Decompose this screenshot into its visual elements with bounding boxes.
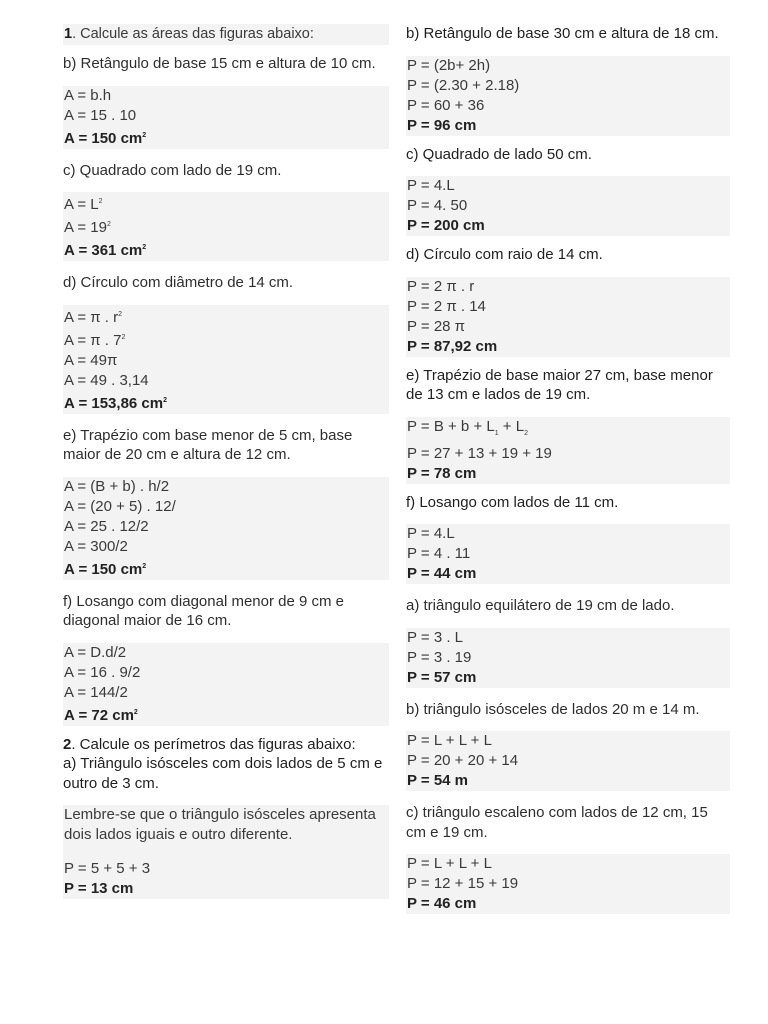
solution-line: A = π . $7^2$	[64, 331, 126, 349]
solution-line: P = 4 . 11	[407, 545, 471, 562]
solution-result: P = 57 cm	[407, 668, 477, 686]
item-1c-solution	[63, 192, 389, 261]
solution-line: P = (2b+ 2h)	[407, 56, 491, 74]
solution-line: A = 15 . 10	[64, 106, 137, 124]
item-triangle-a-statement: a) triângulo equilátero de 19 cm de lado.	[406, 597, 675, 614]
item-2d-solution	[406, 277, 730, 357]
solution-result: P = 46 cm	[407, 895, 477, 912]
question-2-heading	[63, 735, 389, 755]
item-1e-solution	[63, 477, 389, 580]
solution-line: A = D.d/2	[64, 643, 127, 661]
item-2f-statement: f) Losango com lados de 11 cm.	[406, 493, 619, 511]
item-1f-statement: f) Losango com diagonal menor de 9 cm e diagonal maior de 16 cm.	[63, 592, 344, 629]
solution-line: A = π . $r^2$	[64, 308, 123, 326]
item-2f-solution	[406, 524, 730, 584]
question-1-heading	[63, 24, 389, 45]
solution-result: A = 150 $cm^2$	[64, 560, 147, 578]
solution-line: P = 4.L	[407, 525, 455, 542]
solution-result: P = 96 cm	[407, 116, 477, 134]
item-2e-statement: e) Trapézio de base maior 27 cm, base menor de 13 cm e lados de 19 cm.	[406, 366, 713, 403]
item-2a-statement: a) Triângulo isósceles com dois lados de 5 cm e outro de 3 cm.	[63, 755, 383, 792]
item-triangle-c-solution	[406, 854, 730, 914]
solution-line: A = 49 . 3,14	[64, 371, 149, 389]
question-2-title: . Calcule os perímetros das figuras abaixo:	[71, 735, 356, 753]
solution-line: A = 25 . 12/2	[64, 517, 149, 535]
solution-line: $P = B + b + L_1 + L_2$	[407, 417, 528, 437]
solution-line: A = (20 + 5) . 12/	[64, 497, 176, 515]
solution-line: A = (B + b) . h/2	[64, 477, 170, 495]
solution-line: P = L + L + L	[407, 732, 492, 749]
item-2c-solution	[406, 176, 730, 236]
item-1f-solution	[63, 643, 389, 726]
solution-line: P = L + L + L	[407, 855, 492, 872]
solution-line: A = b.h	[64, 86, 112, 104]
item-1d-solution	[63, 305, 389, 414]
solution-line: P = 5 + 5 + 3	[64, 860, 151, 877]
item-triangle-b-solution	[406, 731, 730, 791]
item-triangle-b-statement: b) triângulo isósceles de lados 20 m e 14 m.	[406, 700, 700, 718]
solution-line: P = 3 . 19	[407, 648, 472, 666]
item-2b-solution	[406, 56, 730, 136]
solution-line: P = 4. 50	[407, 197, 468, 214]
solution-line: P = 4.L	[407, 177, 455, 194]
solution-result: A = 361 $cm^2$	[64, 242, 147, 259]
solution-result: P = 87,92 cm	[407, 337, 498, 355]
solution-line: P = 60 + 36	[407, 96, 485, 114]
solution-line: P = 2 π . 14	[407, 297, 486, 315]
solution-result: P = 44 cm	[407, 565, 477, 582]
solution-result: A = 153,86 $cm^2$	[64, 394, 168, 412]
solution-line: A = 16 . 9/2	[64, 663, 141, 681]
solution-line: P = 20 + 20 + 14	[407, 752, 519, 769]
item-2c-statement: c) Quadrado de lado 50 cm.	[406, 145, 592, 163]
solution-line: P = 2 π . r	[407, 277, 475, 295]
solution-result: A = 150 $cm^2$	[64, 129, 147, 147]
item-1d-statement: d) Círculo com diâmetro de 14 cm.	[63, 274, 294, 291]
question-1-title: . Calcule as áreas das figuras abaixo:	[72, 26, 314, 42]
item-2d-statement: d) Círculo com raio de 14 cm.	[406, 246, 603, 263]
solution-line: P = 12 + 15 + 19	[407, 875, 519, 892]
solution-line: A = 300/2	[64, 537, 128, 555]
solution-note: Lembre-se que o triângulo isósceles apresenta dois lados iguais e outro diferente.	[64, 806, 376, 843]
item-triangle-c-statement: c) triângulo escaleno com lados de 12 cm, 15 cm e 19 cm.	[406, 804, 708, 841]
item-1b-statement: b) Retângulo de base 15 cm e altura de 10 cm.	[63, 55, 376, 72]
left-column	[63, 24, 389, 899]
item-1c-statement: c) Quadrado com lado de 19 cm.	[63, 161, 282, 179]
solution-line: P = 27 + 13 + 19 + 19	[407, 444, 552, 462]
item-triangle-a-solution	[406, 628, 730, 688]
solution-result: P = 54 m	[407, 772, 469, 789]
solution-result: P = 13 cm	[64, 880, 134, 897]
item-2b-statement: b) Retângulo de base 30 cm e altura de 18 cm.	[406, 25, 719, 42]
solution-line: A = 49π	[64, 351, 118, 369]
solution-result: P = 200 cm	[407, 217, 485, 234]
solution-line: $A = L^2$	[64, 196, 103, 213]
right-column	[406, 24, 730, 914]
solution-line: P = (2.30 + 2.18)	[407, 76, 520, 94]
item-1e-statement: e) Trapézio com base menor de 5 cm, base maior de 20 cm e altura de 12 cm.	[63, 426, 353, 463]
question-2-number: 2	[63, 735, 72, 753]
item-2a-solution	[63, 805, 389, 899]
item-1b-solution	[63, 86, 389, 149]
solution-line: P = 28 π	[407, 317, 466, 335]
solution-result: P = 78 cm	[407, 464, 477, 482]
solution-line: $A = 19^2$	[64, 219, 111, 236]
solution-line: P = 3 . L	[407, 628, 464, 646]
solution-line: A = 144/2	[64, 683, 128, 701]
solution-result: A = 72 $cm^2$	[64, 706, 138, 724]
item-2e-solution	[406, 417, 730, 484]
question-1-number: 1	[64, 26, 73, 42]
